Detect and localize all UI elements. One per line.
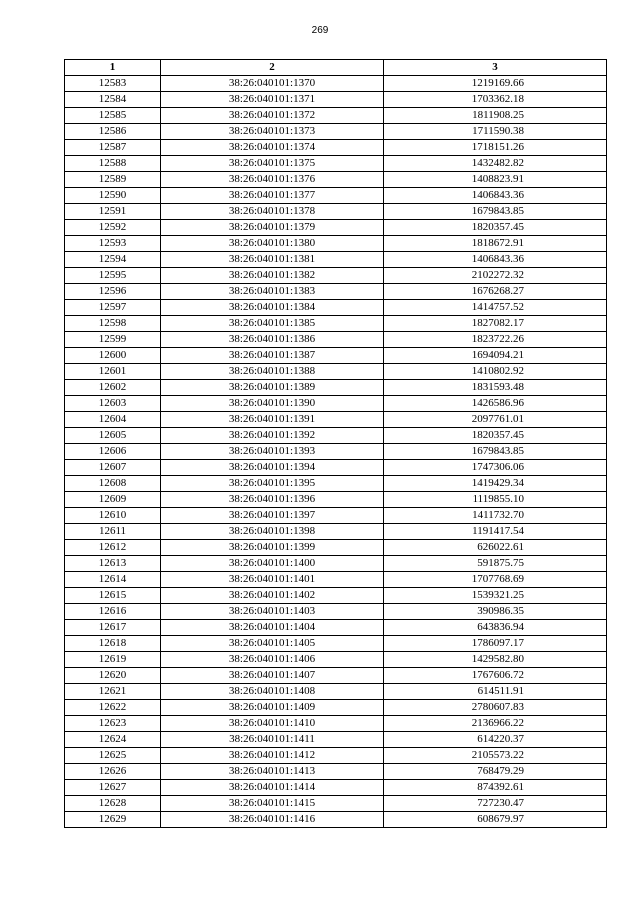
row-number-cell: 12611	[65, 524, 161, 540]
value-cell: 1786097.17	[384, 636, 607, 652]
row-number-cell: 12588	[65, 156, 161, 172]
cadastral-number-cell: 38:26:040101:1390	[161, 396, 384, 412]
value-cell: 1119855.10	[384, 492, 607, 508]
cadastral-number-cell: 38:26:040101:1395	[161, 476, 384, 492]
value-cell: 1676268.27	[384, 284, 607, 300]
row-number-cell: 12595	[65, 268, 161, 284]
cadastral-number-cell: 38:26:040101:1378	[161, 204, 384, 220]
row-number-cell: 12593	[65, 236, 161, 252]
table-row	[65, 300, 607, 316]
cadastral-number-cell: 38:26:040101:1406	[161, 652, 384, 668]
table-row	[65, 604, 607, 620]
header-row	[65, 60, 607, 76]
table-row	[65, 684, 607, 700]
row-number-cell: 12596	[65, 284, 161, 300]
value-cell: 1811908.25	[384, 108, 607, 124]
value-cell: 1410802.92	[384, 364, 607, 380]
table-row	[65, 476, 607, 492]
cadastral-number-cell: 38:26:040101:1402	[161, 588, 384, 604]
value-cell: 1711590.38	[384, 124, 607, 140]
value-cell: 1408823.91	[384, 172, 607, 188]
value-cell: 1191417.54	[384, 524, 607, 540]
row-number-cell: 12603	[65, 396, 161, 412]
value-cell: 2136966.22	[384, 716, 607, 732]
table-row	[65, 108, 607, 124]
value-cell: 1219169.66	[384, 76, 607, 92]
table-row	[65, 572, 607, 588]
table-row	[65, 204, 607, 220]
value-cell: 1694094.21	[384, 348, 607, 364]
value-cell: 2780607.83	[384, 700, 607, 716]
value-cell: 1820357.45	[384, 428, 607, 444]
cadastral-number-cell: 38:26:040101:1400	[161, 556, 384, 572]
value-cell: 1707768.69	[384, 572, 607, 588]
row-number-cell: 12619	[65, 652, 161, 668]
table-row	[65, 540, 607, 556]
cadastral-number-cell: 38:26:040101:1410	[161, 716, 384, 732]
table-row	[65, 780, 607, 796]
row-number-cell: 12602	[65, 380, 161, 396]
table-row	[65, 652, 607, 668]
row-number-cell: 12589	[65, 172, 161, 188]
table-row	[65, 412, 607, 428]
row-number-cell: 12587	[65, 140, 161, 156]
cadastral-number-cell: 38:26:040101:1393	[161, 444, 384, 460]
table-row	[65, 460, 607, 476]
row-number-cell: 12591	[65, 204, 161, 220]
table-row	[65, 588, 607, 604]
row-number-cell: 12629	[65, 812, 161, 828]
row-number-cell: 12614	[65, 572, 161, 588]
value-cell: 643836.94	[384, 620, 607, 636]
value-cell: 1703362.18	[384, 92, 607, 108]
value-cell: 614220.37	[384, 732, 607, 748]
value-cell: 1679843.85	[384, 444, 607, 460]
row-number-cell: 12585	[65, 108, 161, 124]
row-number-cell: 12590	[65, 188, 161, 204]
table-row	[65, 748, 607, 764]
table-row	[65, 396, 607, 412]
cadastral-number-cell: 38:26:040101:1411	[161, 732, 384, 748]
cadastral-number-cell: 38:26:040101:1416	[161, 812, 384, 828]
value-cell: 1767606.72	[384, 668, 607, 684]
cadastral-number-cell: 38:26:040101:1391	[161, 412, 384, 428]
table-row	[65, 492, 607, 508]
cadastral-number-cell: 38:26:040101:1398	[161, 524, 384, 540]
row-number-cell: 12599	[65, 332, 161, 348]
value-cell: 2102272.32	[384, 268, 607, 284]
row-number-cell: 12608	[65, 476, 161, 492]
row-number-cell: 12613	[65, 556, 161, 572]
table-row	[65, 268, 607, 284]
value-cell: 1820357.45	[384, 220, 607, 236]
cadastral-number-cell: 38:26:040101:1371	[161, 92, 384, 108]
row-number-cell: 12625	[65, 748, 161, 764]
cadastral-number-cell: 38:26:040101:1382	[161, 268, 384, 284]
cadastral-number-cell: 38:26:040101:1387	[161, 348, 384, 364]
page-number: 269	[311, 25, 329, 36]
table-body	[65, 76, 607, 828]
row-number-cell: 12601	[65, 364, 161, 380]
row-number-cell: 12624	[65, 732, 161, 748]
cadastral-number-cell: 38:26:040101:1376	[161, 172, 384, 188]
value-cell: 608679.97	[384, 812, 607, 828]
column-header-1: 1	[65, 60, 161, 76]
value-cell: 1818672.91	[384, 236, 607, 252]
cadastral-number-cell: 38:26:040101:1409	[161, 700, 384, 716]
value-cell: 1831593.48	[384, 380, 607, 396]
value-cell: 1679843.85	[384, 204, 607, 220]
cadastral-number-cell: 38:26:040101:1389	[161, 380, 384, 396]
row-number-cell: 12606	[65, 444, 161, 460]
table-row	[65, 348, 607, 364]
value-cell: 1432482.82	[384, 156, 607, 172]
row-number-cell: 12622	[65, 700, 161, 716]
row-number-cell: 12609	[65, 492, 161, 508]
table-row	[65, 620, 607, 636]
table-row	[65, 668, 607, 684]
table-row	[65, 76, 607, 92]
value-cell: 2097761.01	[384, 412, 607, 428]
table-row	[65, 508, 607, 524]
table-row	[65, 124, 607, 140]
cadastral-number-cell: 38:26:040101:1373	[161, 124, 384, 140]
table-row	[65, 812, 607, 828]
table-row	[65, 796, 607, 812]
cadastral-number-cell: 38:26:040101:1372	[161, 108, 384, 124]
row-number-cell: 12592	[65, 220, 161, 236]
row-number-cell: 12616	[65, 604, 161, 620]
table-row	[65, 140, 607, 156]
cadastral-number-cell: 38:26:040101:1407	[161, 668, 384, 684]
table-row	[65, 92, 607, 108]
table-header	[65, 60, 607, 76]
value-cell: 2105573.22	[384, 748, 607, 764]
table-row	[65, 636, 607, 652]
value-cell: 1539321.25	[384, 588, 607, 604]
row-number-cell: 12610	[65, 508, 161, 524]
row-number-cell: 12598	[65, 316, 161, 332]
row-number-cell: 12583	[65, 76, 161, 92]
row-number-cell: 12604	[65, 412, 161, 428]
value-cell: 727230.47	[384, 796, 607, 812]
row-number-cell: 12584	[65, 92, 161, 108]
value-cell: 768479.29	[384, 764, 607, 780]
table-row	[65, 316, 607, 332]
cadastral-number-cell: 38:26:040101:1384	[161, 300, 384, 316]
registry-table	[64, 59, 607, 828]
cadastral-number-cell: 38:26:040101:1397	[161, 508, 384, 524]
cadastral-number-cell: 38:26:040101:1399	[161, 540, 384, 556]
table-row	[65, 284, 607, 300]
cadastral-number-cell: 38:26:040101:1415	[161, 796, 384, 812]
value-cell: 626022.61	[384, 540, 607, 556]
table-row	[65, 556, 607, 572]
cadastral-number-cell: 38:26:040101:1370	[161, 76, 384, 92]
cadastral-number-cell: 38:26:040101:1377	[161, 188, 384, 204]
row-number-cell: 12626	[65, 764, 161, 780]
value-cell: 1406843.36	[384, 188, 607, 204]
cadastral-number-cell: 38:26:040101:1413	[161, 764, 384, 780]
row-number-cell: 12594	[65, 252, 161, 268]
table-row	[65, 236, 607, 252]
value-cell: 1414757.52	[384, 300, 607, 316]
row-number-cell: 12605	[65, 428, 161, 444]
row-number-cell: 12586	[65, 124, 161, 140]
cadastral-number-cell: 38:26:040101:1396	[161, 492, 384, 508]
cadastral-number-cell: 38:26:040101:1394	[161, 460, 384, 476]
value-cell: 1419429.34	[384, 476, 607, 492]
value-cell: 1426586.96	[384, 396, 607, 412]
cadastral-number-cell: 38:26:040101:1403	[161, 604, 384, 620]
cadastral-number-cell: 38:26:040101:1408	[161, 684, 384, 700]
table-row	[65, 156, 607, 172]
table-row	[65, 764, 607, 780]
value-cell: 1827082.17	[384, 316, 607, 332]
table-row	[65, 700, 607, 716]
row-number-cell: 12623	[65, 716, 161, 732]
cadastral-number-cell: 38:26:040101:1404	[161, 620, 384, 636]
cadastral-number-cell: 38:26:040101:1412	[161, 748, 384, 764]
value-cell: 1411732.70	[384, 508, 607, 524]
cadastral-number-cell: 38:26:040101:1374	[161, 140, 384, 156]
table-row	[65, 220, 607, 236]
table-row	[65, 524, 607, 540]
row-number-cell: 12597	[65, 300, 161, 316]
table-row	[65, 380, 607, 396]
table-row	[65, 332, 607, 348]
row-number-cell: 12607	[65, 460, 161, 476]
cadastral-number-cell: 38:26:040101:1388	[161, 364, 384, 380]
cadastral-number-cell: 38:26:040101:1401	[161, 572, 384, 588]
table-row	[65, 172, 607, 188]
table-row	[65, 252, 607, 268]
row-number-cell: 12628	[65, 796, 161, 812]
value-cell: 390986.35	[384, 604, 607, 620]
value-cell: 1406843.36	[384, 252, 607, 268]
table-row	[65, 732, 607, 748]
cadastral-number-cell: 38:26:040101:1405	[161, 636, 384, 652]
cadastral-number-cell: 38:26:040101:1383	[161, 284, 384, 300]
cadastral-number-cell: 38:26:040101:1385	[161, 316, 384, 332]
table-row	[65, 716, 607, 732]
table-row	[65, 364, 607, 380]
row-number-cell: 12617	[65, 620, 161, 636]
row-number-cell: 12621	[65, 684, 161, 700]
row-number-cell: 12618	[65, 636, 161, 652]
column-header-2: 2	[161, 60, 384, 76]
cadastral-number-cell: 38:26:040101:1379	[161, 220, 384, 236]
row-number-cell: 12600	[65, 348, 161, 364]
row-number-cell: 12615	[65, 588, 161, 604]
table-row	[65, 444, 607, 460]
value-cell: 1429582.80	[384, 652, 607, 668]
cadastral-number-cell: 38:26:040101:1380	[161, 236, 384, 252]
value-cell: 874392.61	[384, 780, 607, 796]
cadastral-number-cell: 38:26:040101:1375	[161, 156, 384, 172]
row-number-cell: 12627	[65, 780, 161, 796]
value-cell: 1823722.26	[384, 332, 607, 348]
row-number-cell: 12612	[65, 540, 161, 556]
value-cell: 1718151.26	[384, 140, 607, 156]
cadastral-number-cell: 38:26:040101:1414	[161, 780, 384, 796]
value-cell: 1747306.06	[384, 460, 607, 476]
column-header-3: 3	[384, 60, 607, 76]
cadastral-number-cell: 38:26:040101:1392	[161, 428, 384, 444]
row-number-cell: 12620	[65, 668, 161, 684]
cadastral-number-cell: 38:26:040101:1381	[161, 252, 384, 268]
cadastral-number-cell: 38:26:040101:1386	[161, 332, 384, 348]
table-row	[65, 428, 607, 444]
value-cell: 614511.91	[384, 684, 607, 700]
value-cell: 591875.75	[384, 556, 607, 572]
table-row	[65, 188, 607, 204]
